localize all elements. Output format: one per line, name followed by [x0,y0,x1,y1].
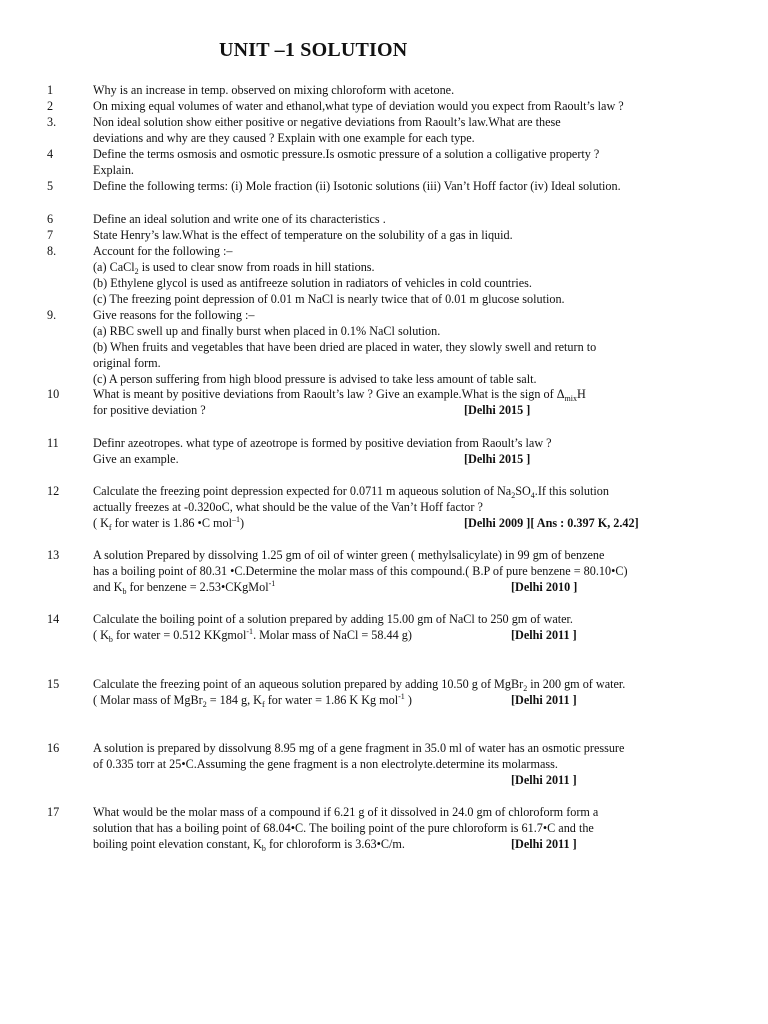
question-text: has a boiling point of 80.31 •C.Determine the molar mass of this compound.( B.P of pure benzene = 80.10•C) [93,564,628,578]
exam-reference: [Delhi 2009 ][ Ans : 0.397 K, 2.42] [464,516,639,530]
question-text: Explain. [93,163,134,177]
exam-reference: [Delhi 2010 ] [511,580,578,594]
question-text: Calculate the freezing point depression expected for 0.0711 m aqueous solution of $Na_2SO_4.If$ this solution [93,484,609,500]
question-text: Define the terms osmosis and osmotic pressure.Is osmotic pressure of a solution a colligative property ? [93,147,600,161]
question-text: ( Molar mass of MgBr$_2$ = 184 g, $K_f$ for water = 1.86 K Kg mol$^{-1}$ ) [Delhi 2011 ] [93,692,577,709]
exam-reference: [Delhi 2011 ] [511,628,577,642]
question-number: 12 [47,484,60,498]
question-text: What is meant by positive deviations from Raoult’s law ? Give an example.What is the sign of $\Delta_{mix}H$ [93,387,586,403]
question-number: 2 [47,99,54,113]
question-text: deviations and why are they caused ? Explain with one example for each type. [93,131,475,145]
question-text [93,772,733,788]
question-number: 17 [47,805,60,819]
exam-reference: [Delhi 2011 ] [511,773,577,787]
question-text: What would be the molar mass of a compound if 6.21 g of it dissolved in 24.0 gm of chloroform form a [93,805,599,819]
question-number: 7 [47,228,54,242]
question-text: Calculate the freezing point of an aqueous solution prepared by adding 10.50 g of MgBr$_2$ in 200 gm of water. [93,677,626,693]
exam-reference: [Delhi 2011 ] [511,693,577,707]
question-text: ( $K_f$ for water is 1.86 •C mol$^{-1}$) [Delhi 2009 ][ Ans : 0.397 K, 2.42] [93,515,639,532]
sub-question-c: (c) A person suffering from high blood pressure is advised to take less amount of table salt. [93,372,537,386]
question-number: 9. [47,308,57,322]
sub-question-b: (b) Ethylene glycol is used as antifreeze solution in radiators of vehicles in cold countries. [93,276,532,290]
question-text: ( $K_b$ for water = 0.512 KKgmol$^{-1}$. Molar mass of NaCl = 58.44 g) [Delhi 2011 ] [93,627,577,644]
sub-question-a: (a) CaCl$_2$ is used to clear snow from roads in hill stations. [93,260,375,276]
sub-question-b-cont: original form. [93,356,161,370]
sub-question-b: (b) When fruits and vegetables that have been dried are placed in water, they slowly swell and return to [93,340,597,354]
question-number: 1 [47,83,54,97]
question-text: A solution Prepared by dissolving 1.25 gm of oil of winter green ( methylsalicylate) in 99 gm of benzene [93,548,605,562]
question-text: Account for the following :– [93,244,233,258]
question-text: boiling point elevation constant, $K_b$ for chloroform is 3.63•C/m. [Delhi 2011 ] [93,837,577,853]
question-text: Give reasons for the following :– [93,308,255,322]
question-number: 5 [47,179,54,193]
question-text: Give an example. [Delhi 2015 ] [93,452,531,466]
question-number: 14 [47,612,60,626]
question-number: 15 [47,677,60,691]
question-number: 8. [47,244,57,258]
question-text: Non ideal solution show either positive or negative deviations from Raoult’s law.What are these [93,115,561,129]
question-text: Definr azeotropes. what type of azeotrope is formed by positive deviation from Raoult’s law ? [93,436,552,450]
question-number: 3. [47,115,57,129]
question-text: State Henry’s law.What is the effect of temperature on the solubility of a gas in liquid. [93,228,513,242]
question-number: 16 [47,741,60,755]
exam-reference: [Delhi 2015 ] [464,403,531,417]
question-text: of 0.335 torr at 25•C.Assuming the gene fragment is a non electrolyte.determine its molarmass. [93,757,558,771]
sub-question-c: (c) The freezing point depression of 0.01 m NaCl is nearly twice that of 0.01 m glucose solution. [93,292,565,306]
question-text: Define an ideal solution and write one of its characteristics . [93,212,386,226]
question-number: 6 [47,212,54,226]
question-number: 13 [47,548,60,562]
question-text: Why is an increase in temp. observed on mixing chloroform with acetone. [93,83,455,97]
exam-reference: [Delhi 2011 ] [511,837,577,851]
question-text: Calculate the boiling point of a solution prepared by adding 15.00 gm of NaCl to 250 gm of water. [93,612,573,626]
question-number: 11 [47,436,59,450]
sub-question-a: (a) RBC swell up and finally burst when placed in 0.1% NaCl solution. [93,324,441,338]
question-text: for positive deviation ? [Delhi 2015 ] [93,403,531,417]
question-text: solution that has a boiling point of 68.04•C. The boiling point of the pure chloroform is 61.7•C and the [93,821,594,835]
question-number: 4 [47,147,54,161]
question-number: 10 [47,387,60,401]
question-text: and $K_b$ for benzene = 2.53•CKgMol$^{-1}$ [Delhi 2010 ] [93,579,578,596]
question-text: Define the following terms: (i) Mole fraction (ii) Isotonic solutions (iii) Van’t Hoff factor (iv) Ideal solution. [93,179,621,193]
question-text: On mixing equal volumes of water and ethanol,what type of deviation would you expect from Raoult’s law ? [93,99,624,113]
page-title: UNIT –1 SOLUTION [219,39,408,61]
exam-reference: [Delhi 2015 ] [464,452,531,466]
question-text: actually freezes at -0.320oC, what should be the value of the Van’t Hoff factor ? [93,500,483,514]
question-text: A solution is prepared by dissolvung 8.95 mg of a gene fragment in 35.0 ml of water has an osmotic pressure [93,741,625,755]
